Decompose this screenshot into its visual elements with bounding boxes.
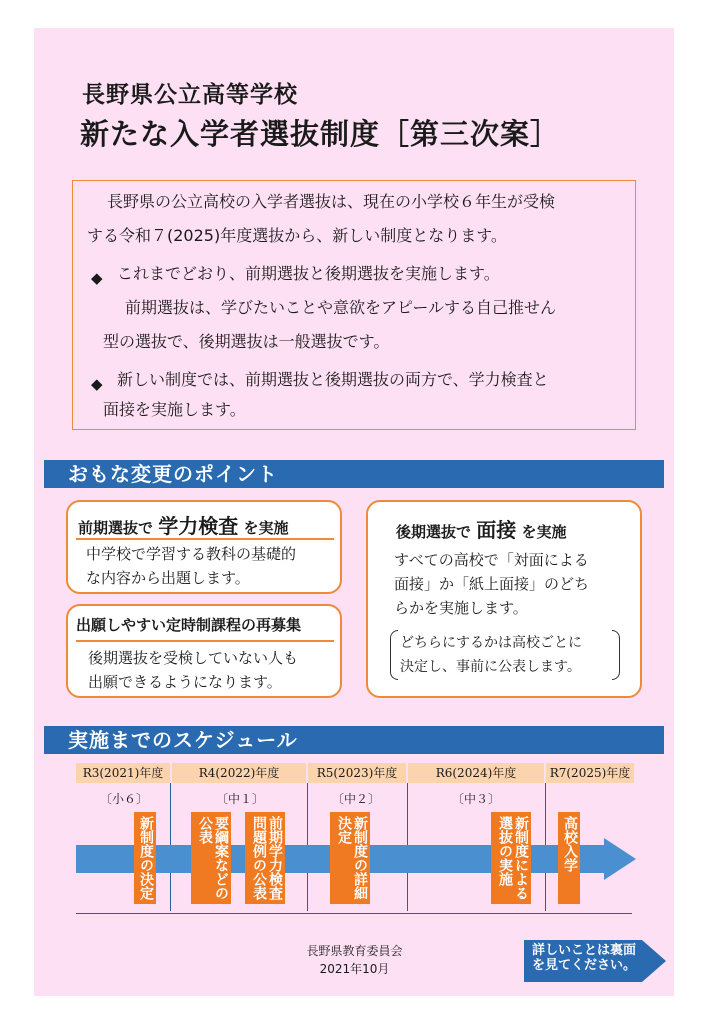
box-heading [396,514,567,543]
box-body [86,542,296,590]
bracket-left [390,630,398,680]
bracket-right [612,630,620,680]
bullet1-text-3: 型の選抜で、後期選抜は一般選抜です。 [103,332,390,351]
footer-date: 2021年10月 [319,962,390,976]
event-outline-published: 要綱案などの公表 [191,812,231,904]
heading-underline [76,538,334,540]
year-header: R6(2024)年度 [408,763,544,783]
intro-text-2: する令和７(2025)年度選抜から、新しい制度となります。 [87,226,507,245]
body-line: らかを実施します。 [394,599,528,617]
grade-label: 〔中１〕 [215,792,264,806]
body-line: 中学校で学習する教科の基礎的 [86,545,297,563]
intro-box [72,180,636,430]
event-sample-questions: 前期学力検査問題例の公表 [245,812,285,904]
page-title: 新たな入学者選抜制度［第三次案］ [80,117,561,151]
bullet-icon: ◆ [91,375,103,393]
see-back-text [532,943,636,973]
body-line: 面接」か「紙上面接」のどち [394,575,590,593]
heading-post: を実施 [521,523,567,541]
bullet-icon: ◆ [91,269,103,287]
bullet1-text-1: これまでどおり、前期選抜と後期選抜を実施します。 [117,264,500,283]
event-details-decided: 新制度の詳細決定 [330,812,370,904]
grade-label: 〔小６〕 [99,792,148,806]
event-new-system-decided: 新制度の決定 [134,812,156,904]
note-line: 決定し、事前に公表します。 [400,659,581,675]
event-selection-implemented: 新制度による選抜の実施 [491,812,531,904]
heading-pre: 後期選抜で [396,523,472,541]
year-header: R3(2021)年度 [76,763,170,783]
note-bracket [390,630,620,682]
box-body [394,548,589,620]
intro-text-1: 長野県の公立高校の入学者選抜は、現在の小学校６年生が受検 [107,192,556,211]
bullet2-text-1: 新しい制度では、前期選抜と後期選抜の両方で、学力検査と [117,370,549,389]
heading-underline [76,640,334,642]
grade-label: 〔中３〕 [451,792,500,806]
see-back-arrow [524,940,666,982]
title-line1: 長野県公立高等学校 [82,82,298,108]
heading-emphasis: 学力検査 [158,514,239,538]
see-back-line: 詳しいことは裏面 [532,943,637,958]
year-header: R7(2025)年度 [546,763,634,783]
see-back-line: を見てください。 [532,958,637,973]
points-banner: おもな変更のポイント [44,460,664,488]
body-line: 出願できるようになります。 [88,673,282,691]
event-high-school-entry: 高校入学 [558,812,580,904]
point-box-parttime [66,604,342,698]
body-line: すべての高校で「対面による [394,551,589,569]
body-line: 後期選抜を受検していない人も [88,649,299,667]
bullet2-text-2: 面接を実施します。 [103,400,246,419]
schedule-banner: 実施までのスケジュール [44,726,664,754]
point-box-written-exam [66,500,342,594]
footer-org: 長野県教育委員会 [306,944,403,958]
note-line: どちらにするかは高校ごとに [400,635,582,651]
heading-emphasis: 面接 [476,518,517,542]
bullet1-text-2: 前期選抜は、学びたいことや意欲をアピールする自己推せん [125,298,557,317]
year-header: R5(2023)年度 [308,763,406,783]
heading-post: を実施 [243,519,289,537]
box-body [88,646,298,694]
body-line: な内容から出題します。 [86,569,250,587]
arrow-right-icon [604,838,636,880]
timeline-baseline [76,913,632,914]
year-header: R4(2022)年度 [172,763,306,783]
heading-pre: 前期選抜で [78,519,154,537]
box-heading: 出願しやすい定時制課程の再募集 [76,616,302,634]
grade-label: 〔中２〕 [331,792,380,806]
box-heading [78,510,289,539]
